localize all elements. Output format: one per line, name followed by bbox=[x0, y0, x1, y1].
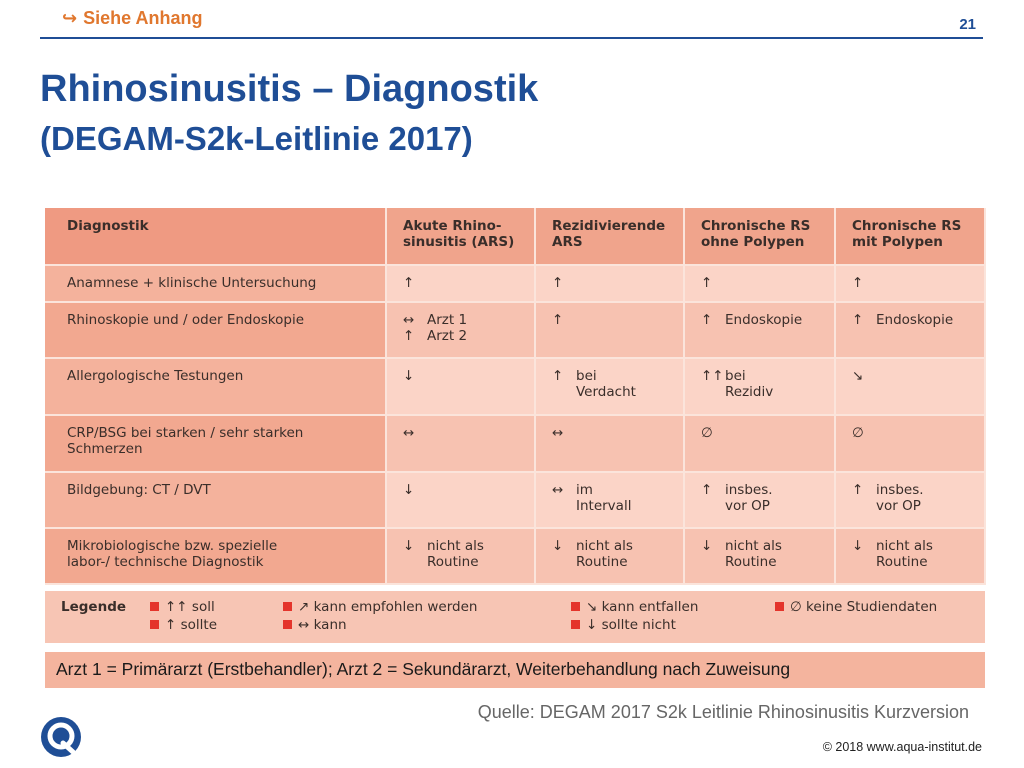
row-label-cell bbox=[45, 528, 386, 584]
recommendation-symbol: ↔ bbox=[552, 425, 564, 441]
recommendation-note-line: nicht als bbox=[876, 538, 933, 554]
recommendation-cell bbox=[535, 528, 684, 584]
recommendation-note-line: Endoskopie bbox=[876, 312, 954, 328]
recommendation-entry bbox=[552, 312, 683, 328]
row-label-cell bbox=[45, 358, 386, 415]
recommendation-cell bbox=[535, 265, 684, 302]
row-label-cell bbox=[45, 302, 386, 358]
recommendation-entry bbox=[701, 275, 834, 291]
legend-marker bbox=[283, 602, 292, 611]
recommendation-note-line: vor OP bbox=[725, 498, 770, 514]
recommendation-symbol: ↑ bbox=[403, 275, 415, 291]
recommendation-cell bbox=[386, 358, 535, 415]
recommendation-symbol: ↑ bbox=[852, 275, 864, 291]
recommendation-entry bbox=[701, 368, 834, 400]
row-label-text: CRP/BSG bei starken / sehr starken bbox=[67, 425, 304, 441]
recommendation-symbol: ↑ bbox=[701, 275, 713, 291]
recommendation-symbol: ↔ bbox=[552, 482, 564, 498]
row-label-cell bbox=[45, 472, 386, 528]
recommendation-entry bbox=[852, 482, 984, 514]
recommendation-symbol: ↑ bbox=[403, 328, 415, 344]
svg-text:Q: Q bbox=[40, 716, 41, 717]
table-header-cell: Akute Rhino- sinusitis (ARS) bbox=[386, 208, 535, 265]
recommendation-entry bbox=[552, 275, 683, 291]
recommendation-cell bbox=[535, 472, 684, 528]
row-label-text: Schmerzen bbox=[67, 441, 143, 457]
recommendation-entry bbox=[701, 482, 834, 514]
table-row bbox=[45, 528, 985, 584]
recommendation-note-line: Verdacht bbox=[576, 384, 636, 400]
recommendation-cell bbox=[386, 528, 535, 584]
recommendation-cell bbox=[835, 302, 985, 358]
legend-marker bbox=[283, 620, 292, 629]
recommendation-cell bbox=[386, 302, 535, 358]
row-label-text: Bildgebung: CT / DVT bbox=[67, 482, 211, 498]
recommendation-entry bbox=[552, 538, 683, 570]
recommendation-note-line: Intervall bbox=[576, 498, 632, 514]
legend-item: ↑ sollte bbox=[150, 617, 217, 633]
recommendation-cell bbox=[535, 302, 684, 358]
legend-marker bbox=[150, 620, 159, 629]
recommendation-cell bbox=[684, 265, 835, 302]
recommendation-cell bbox=[684, 415, 835, 472]
recommendation-note bbox=[427, 538, 484, 570]
recommendation-entry bbox=[552, 368, 683, 400]
legend-item: ↓ sollte nicht bbox=[571, 617, 676, 633]
recommendation-cell bbox=[835, 415, 985, 472]
recommendation-note bbox=[876, 538, 933, 570]
recommendation-symbol: ∅ bbox=[701, 425, 713, 441]
recommendation-entry bbox=[852, 538, 984, 570]
recommendation-entry bbox=[852, 425, 984, 441]
recommendation-symbol: ↑ bbox=[552, 312, 564, 328]
recommendation-entry bbox=[701, 538, 834, 570]
table-header-cell: Chronische RS mit Polypen bbox=[835, 208, 985, 265]
recommendation-note-line: nicht als bbox=[576, 538, 633, 554]
recommendation-symbol: ↔ bbox=[403, 312, 415, 328]
recommendation-entry bbox=[403, 275, 534, 291]
recommendation-symbol: ↓ bbox=[403, 368, 415, 384]
source-citation: Quelle: DEGAM 2017 S2k Leitlinie Rhinosinusitis Kurzversion bbox=[477, 702, 969, 722]
recommendation-cell bbox=[386, 472, 535, 528]
recommendation-symbol: ↓ bbox=[552, 538, 564, 554]
table-row bbox=[45, 415, 985, 472]
legend-item: ∅ keine Studiendaten bbox=[775, 599, 937, 615]
diagnostics-table-container bbox=[45, 208, 985, 585]
legend-marker bbox=[150, 602, 159, 611]
recommendation-note-line: Arzt 1 bbox=[427, 312, 468, 328]
recommendation-note bbox=[427, 328, 467, 344]
recommendation-symbol: ∅ bbox=[852, 425, 864, 441]
recommendation-cell bbox=[684, 472, 835, 528]
row-label-text: Rhinoskopie und / oder Endoskopie bbox=[67, 312, 305, 328]
recommendation-cell bbox=[835, 472, 985, 528]
recommendation-note-line: bei bbox=[725, 368, 746, 384]
recommendation-note-line: Arzt 2 bbox=[427, 328, 468, 344]
recommendation-cell bbox=[835, 528, 985, 584]
legend-title: Legende bbox=[61, 599, 127, 615]
recommendation-cell bbox=[535, 415, 684, 472]
recommendation-symbol: ↑↑ bbox=[701, 368, 724, 384]
recommendation-entry bbox=[403, 312, 534, 328]
recommendation-cell bbox=[835, 265, 985, 302]
recommendation-cell bbox=[684, 302, 835, 358]
table-header-row bbox=[45, 208, 985, 265]
recommendation-cell bbox=[535, 358, 684, 415]
row-label-cell bbox=[45, 265, 386, 302]
recommendation-note-line: Routine bbox=[876, 554, 928, 570]
hook-arrow-icon: ↪ bbox=[62, 8, 78, 28]
legend-item: ↘ kann entfallen bbox=[571, 599, 698, 615]
table-row bbox=[45, 302, 985, 358]
legend bbox=[45, 591, 985, 643]
recommendation-note bbox=[725, 538, 782, 570]
recommendation-note-line: insbes. bbox=[725, 482, 773, 498]
footnote-box: Arzt 1 = Primärarzt (Erstbehandler); Arzt 2 = Sekundärarzt, Weiterbehandlung nach Zuweisung bbox=[45, 652, 985, 688]
recommendation-symbol: ↑ bbox=[552, 275, 564, 291]
row-label-text: Allergologische Testungen bbox=[67, 368, 244, 384]
recommendation-note bbox=[576, 482, 631, 514]
recommendation-symbol: ↔ bbox=[403, 425, 415, 441]
recommendation-entry bbox=[852, 312, 984, 328]
recommendation-cell bbox=[386, 415, 535, 472]
recommendation-symbol: ↑ bbox=[701, 482, 713, 498]
recommendation-note bbox=[876, 312, 953, 328]
recommendation-entry bbox=[852, 368, 984, 384]
row-label-text: Anamnese + klinische Untersuchung bbox=[67, 275, 317, 291]
recommendation-entry bbox=[403, 482, 534, 498]
recommendation-symbol: ↑ bbox=[701, 312, 713, 328]
recommendation-note bbox=[427, 312, 467, 328]
row-label-cell bbox=[45, 415, 386, 472]
page-subtitle: (DEGAM-S2k-Leitlinie 2017) bbox=[40, 120, 473, 157]
recommendation-symbol: ↓ bbox=[403, 538, 415, 554]
recommendation-note-line: im bbox=[576, 482, 593, 498]
recommendation-entry bbox=[852, 275, 984, 291]
recommendation-symbol: ↑ bbox=[552, 368, 564, 384]
legend-marker bbox=[571, 620, 580, 629]
recommendation-note-line: bei bbox=[576, 368, 597, 384]
legend-marker bbox=[571, 602, 580, 611]
recommendation-entry bbox=[701, 425, 834, 441]
recommendation-note-line: nicht als bbox=[725, 538, 782, 554]
recommendation-note bbox=[725, 368, 773, 400]
legend-item: ↔ kann bbox=[283, 617, 347, 633]
recommendation-entry bbox=[552, 482, 683, 514]
page-number: 21 bbox=[959, 16, 976, 33]
table-header-cell: Diagnostik bbox=[45, 208, 386, 265]
recommendation-note-line: Endoskopie bbox=[725, 312, 803, 328]
recommendation-note-line: vor OP bbox=[876, 498, 921, 514]
recommendation-entry bbox=[403, 538, 534, 570]
recommendation-cell bbox=[386, 265, 535, 302]
recommendation-note-line: nicht als bbox=[427, 538, 484, 554]
copyright-text: © 2018 www.aqua-institut.de bbox=[822, 740, 982, 754]
recommendation-cell bbox=[684, 358, 835, 415]
recommendation-note bbox=[725, 312, 802, 328]
table-header-cell: Rezidivierende ARS bbox=[535, 208, 684, 265]
recommendation-note-line: Routine bbox=[427, 554, 479, 570]
recommendation-cell bbox=[684, 528, 835, 584]
table-row bbox=[45, 472, 985, 528]
recommendation-symbol: ↑ bbox=[852, 312, 864, 328]
recommendation-entry bbox=[403, 368, 534, 384]
header-divider bbox=[40, 37, 983, 39]
recommendation-symbol: ↓ bbox=[852, 538, 864, 554]
table-row bbox=[45, 265, 985, 302]
recommendation-note-line: Routine bbox=[725, 554, 777, 570]
recommendation-symbol: ↓ bbox=[701, 538, 713, 554]
legend-item: ↑↑ soll bbox=[150, 599, 215, 615]
recommendation-cell bbox=[835, 358, 985, 415]
row-label-text: labor-/ technische Diagnostik bbox=[67, 554, 264, 570]
aqua-logo-icon bbox=[40, 716, 82, 758]
recommendation-entry bbox=[403, 328, 534, 344]
recommendation-note bbox=[576, 538, 633, 570]
recommendation-symbol: ↘ bbox=[852, 368, 864, 384]
legend-marker bbox=[775, 602, 784, 611]
page-title: Rhinosinusitis – Diagnostik bbox=[40, 68, 539, 110]
legend-item: ↗ kann empfohlen werden bbox=[283, 599, 477, 615]
recommendation-note bbox=[725, 482, 773, 514]
appendix-link[interactable] bbox=[62, 8, 202, 29]
row-label-text: Mikrobiologische bzw. spezielle bbox=[67, 538, 278, 554]
recommendation-symbol: ↑ bbox=[852, 482, 864, 498]
recommendation-entry bbox=[701, 312, 834, 328]
recommendation-symbol: ↓ bbox=[403, 482, 415, 498]
recommendation-entry bbox=[552, 425, 683, 441]
recommendation-note-line: insbes. bbox=[876, 482, 924, 498]
recommendation-note-line: Rezidiv bbox=[725, 384, 774, 400]
table-header-cell: Chronische RS ohne Polypen bbox=[684, 208, 835, 265]
recommendation-note-line: Routine bbox=[576, 554, 628, 570]
table-row bbox=[45, 358, 985, 415]
recommendation-note bbox=[876, 482, 924, 514]
recommendation-note bbox=[576, 368, 636, 400]
appendix-link-label: Siehe Anhang bbox=[83, 8, 203, 28]
diagnostics-table bbox=[45, 208, 986, 585]
recommendation-entry bbox=[403, 425, 534, 441]
